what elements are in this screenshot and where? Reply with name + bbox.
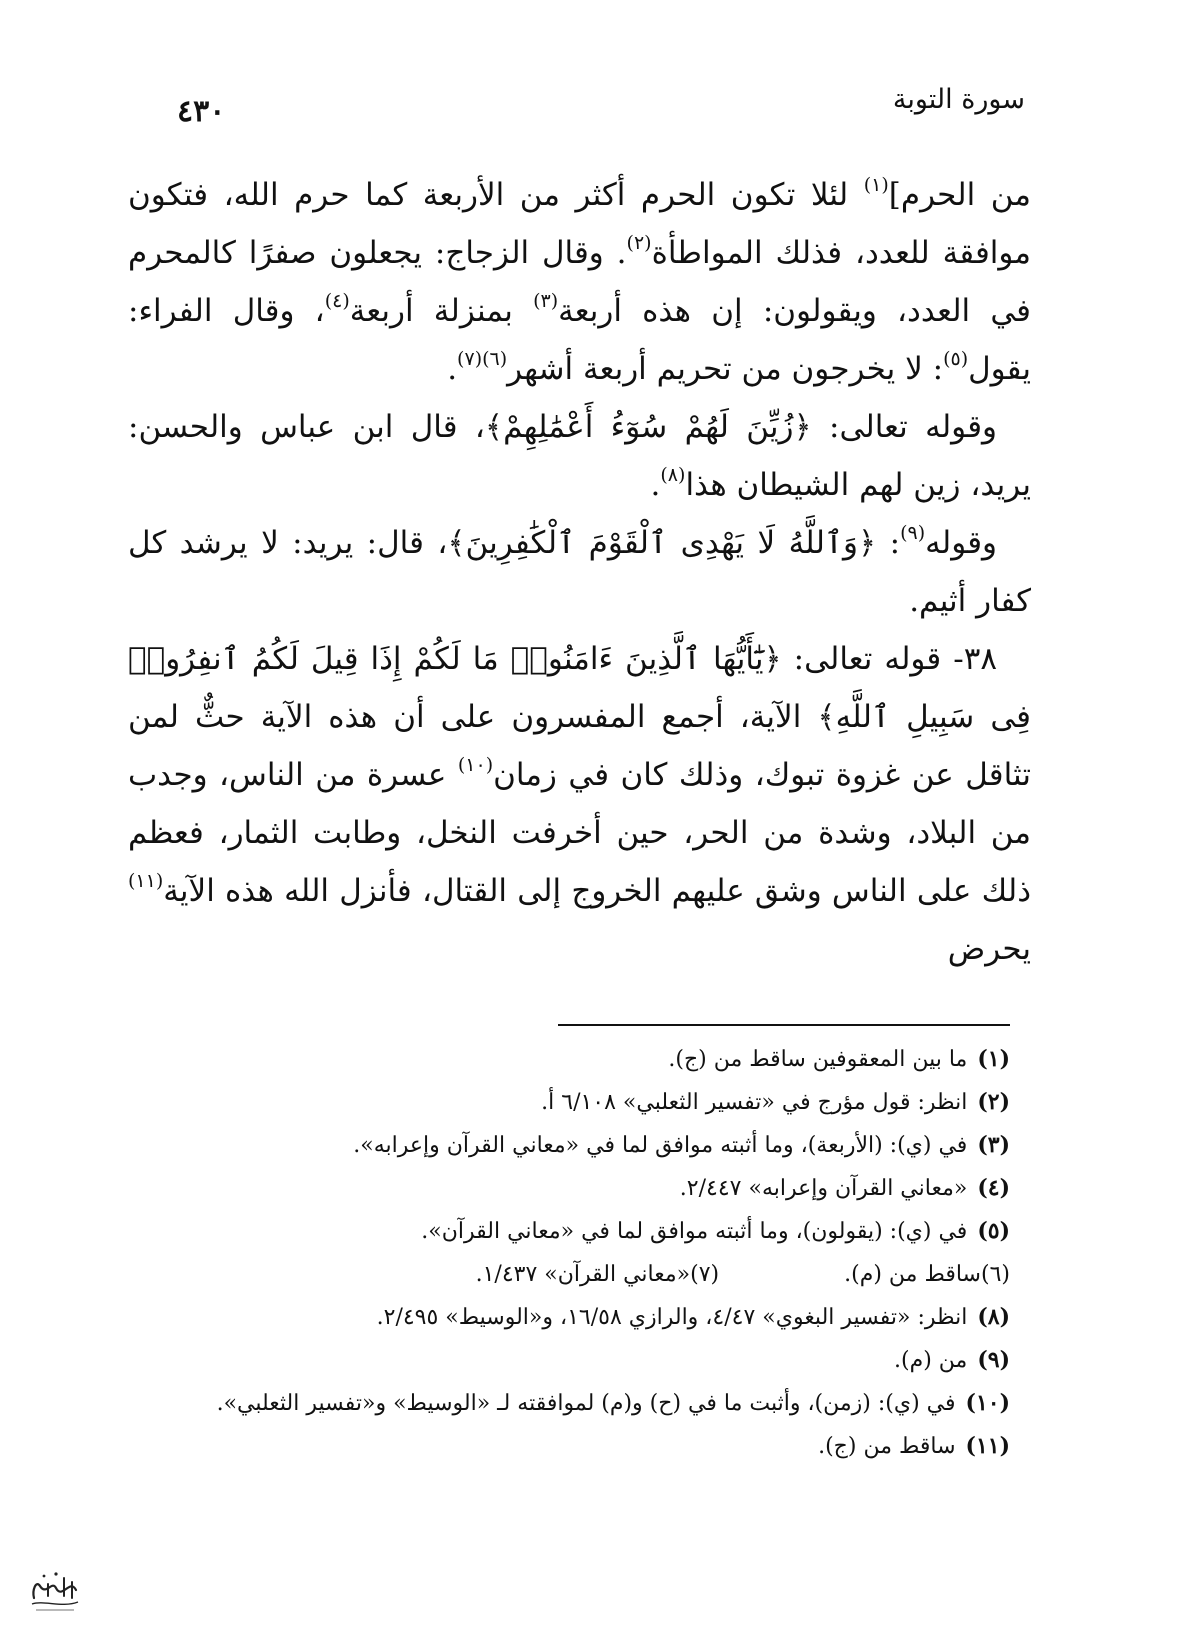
footnote-text: «معاني القرآن وإعرابه» ٢/٤٤٧.: [679, 1176, 968, 1201]
paragraph: [128, 398, 1031, 514]
text-run: وقوله تعالى: ﴿زُيِّنَ لَهُمْ سُوٓءُ أَعْمَٰلِهِمْ﴾، قال ابن عباس والحسن: يريد، زين لهم الشيطان هذا: [128, 409, 1031, 503]
footnote: [844, 1262, 1010, 1287]
sura-title: سورة التوبة: [892, 84, 1025, 115]
footnote-text: في (ي): (الأربعة)، وما أثبته موافق لما في «معاني القرآن وإعرابه».: [353, 1133, 968, 1158]
footnote: [128, 1296, 1010, 1339]
footnote-number: (٨): [977, 1304, 1010, 1330]
footnote-number: (٣): [977, 1132, 1010, 1158]
footnote-text: ساقط من (م).: [844, 1262, 981, 1287]
footnote-ref[interactable]: (١): [863, 174, 889, 196]
footnote-number: (٩): [977, 1347, 1010, 1373]
footnote-divider: [558, 1024, 1010, 1026]
paragraph: [128, 166, 1031, 398]
footnote-text: «معاني القرآن» ١/٤٣٧.: [475, 1262, 691, 1287]
footnote-text: من (م).: [894, 1348, 968, 1373]
footnote-text: انظر: «تفسير البغوي» ٤/٤٧، والرازي ١٦/٥٨، و«الوسيط» ٢/٤٩٥.: [376, 1305, 968, 1330]
publisher-logo: [26, 1560, 82, 1616]
main-text: [128, 166, 1031, 978]
paragraph: [128, 630, 1031, 978]
footnote: [128, 1124, 1010, 1167]
footnote-text: في (ي): (يقولون)، وما أثبته موافق لما في «معاني القرآن».: [421, 1219, 968, 1244]
footnote: [476, 1253, 720, 1296]
footnote-ref[interactable]: (٥): [943, 348, 969, 370]
footnote-number: (٤): [977, 1175, 1010, 1201]
footnote-ref[interactable]: (١١): [128, 870, 164, 892]
text-run: .: [650, 467, 661, 503]
footnote-number: (٦): [980, 1262, 1010, 1287]
text-run: .: [447, 351, 458, 387]
text-run: وقوله: [925, 525, 997, 561]
text-run: لئلا تكون الحرم أكثر من الأربعة كما حرم الله، فتكون موافقة للعدد، فذلك المواطأة: [128, 177, 1031, 271]
footnote-number: (١١): [965, 1433, 1010, 1459]
footnote-text: في (ي): (زمن)، وأثبت ما في (ح) و(م) لموافقته لـ «الوسيط» و«تفسير الثعلبي».: [216, 1391, 956, 1416]
text-run: : ﴿وَٱللَّهُ لَا يَهْدِى ٱلْقَوْمَ ٱلْكَٰفِرِينَ﴾، قال: يريد: لا يرشد كل كفار أثيم.: [128, 525, 1031, 619]
footnote-ref[interactable]: (١٠): [457, 754, 494, 776]
footnote-text: ساقط من (ج).: [818, 1434, 956, 1459]
page-number: ٤٣٠: [177, 94, 226, 129]
text-run: . وقال الزجاج: يجعلون صفرًا كالمحرم في العدد، ويقولون: إن هذه أربعة: [128, 235, 1032, 329]
footnote-number: (١): [977, 1046, 1010, 1072]
footnote-ref[interactable]: (٩): [900, 522, 926, 544]
footnotes: [128, 1038, 1010, 1468]
text-run: من الحرم]: [888, 177, 1031, 213]
footnote: [128, 1167, 1010, 1210]
text-run: عسرة من الناس، وجدب من البلاد، وشدة من الحر، حين أخرفت النخل، وطابت الثمار، فعظم ذلك على الناس وشق عليهم الخروج إلى القتال، فأنزل الله هذه الآية: [128, 757, 1031, 909]
footnote-ref[interactable]: (٣): [533, 290, 559, 312]
footnote-text: ما بين المعقوفين ساقط من (ج).: [668, 1047, 968, 1072]
text-run: يحرض: [947, 931, 1031, 967]
text-run: ، وقال الفراء: يقول: [128, 293, 1031, 387]
footnote-number: (٥): [977, 1218, 1010, 1244]
footnote-ref[interactable]: (٨): [660, 464, 686, 486]
footnote-text: انظر: قول مؤرج في «تفسير الثعلبي» ٦/١٠٨ أ.: [541, 1090, 968, 1115]
footnote-ref[interactable]: (٤): [324, 290, 350, 312]
footnote: [128, 1425, 1010, 1468]
text-run: : لا يخرجون من تحريم أربعة أشهر: [507, 351, 944, 387]
footnote-pair: [128, 1253, 1010, 1296]
paragraph: [128, 514, 1031, 630]
footnote: [128, 1038, 1010, 1081]
footnote: [128, 1210, 1010, 1253]
footnote-ref[interactable]: (٢): [626, 232, 652, 254]
footnote-number: (٢): [977, 1089, 1010, 1115]
text-run: ٣٨- قوله تعالى: ﴿يَٰٓأَيُّهَا ٱلَّذِينَ ءَامَنُوا۟ مَا لَكُمْ إِذَا قِيلَ لَكُمُ ٱنفِرُوا۟ فِى سَبِيلِ ٱللَّهِ﴾ الآية، أجمع المفسرون على أن هذه الآية حثٌّ لمن تثاقل عن غزوة تبوك، وذلك كان في زمان: [128, 641, 1031, 793]
footnote-number: (٧): [690, 1262, 720, 1287]
footnote-number: (١٠): [965, 1390, 1010, 1416]
footnote-ref[interactable]: (٦)(٧): [457, 348, 508, 370]
footnote: [128, 1081, 1010, 1124]
footnote: [128, 1382, 1010, 1425]
footnote: [128, 1339, 1010, 1382]
page-header: [165, 82, 1025, 132]
text-run: بمنزلة أربعة: [349, 293, 534, 329]
